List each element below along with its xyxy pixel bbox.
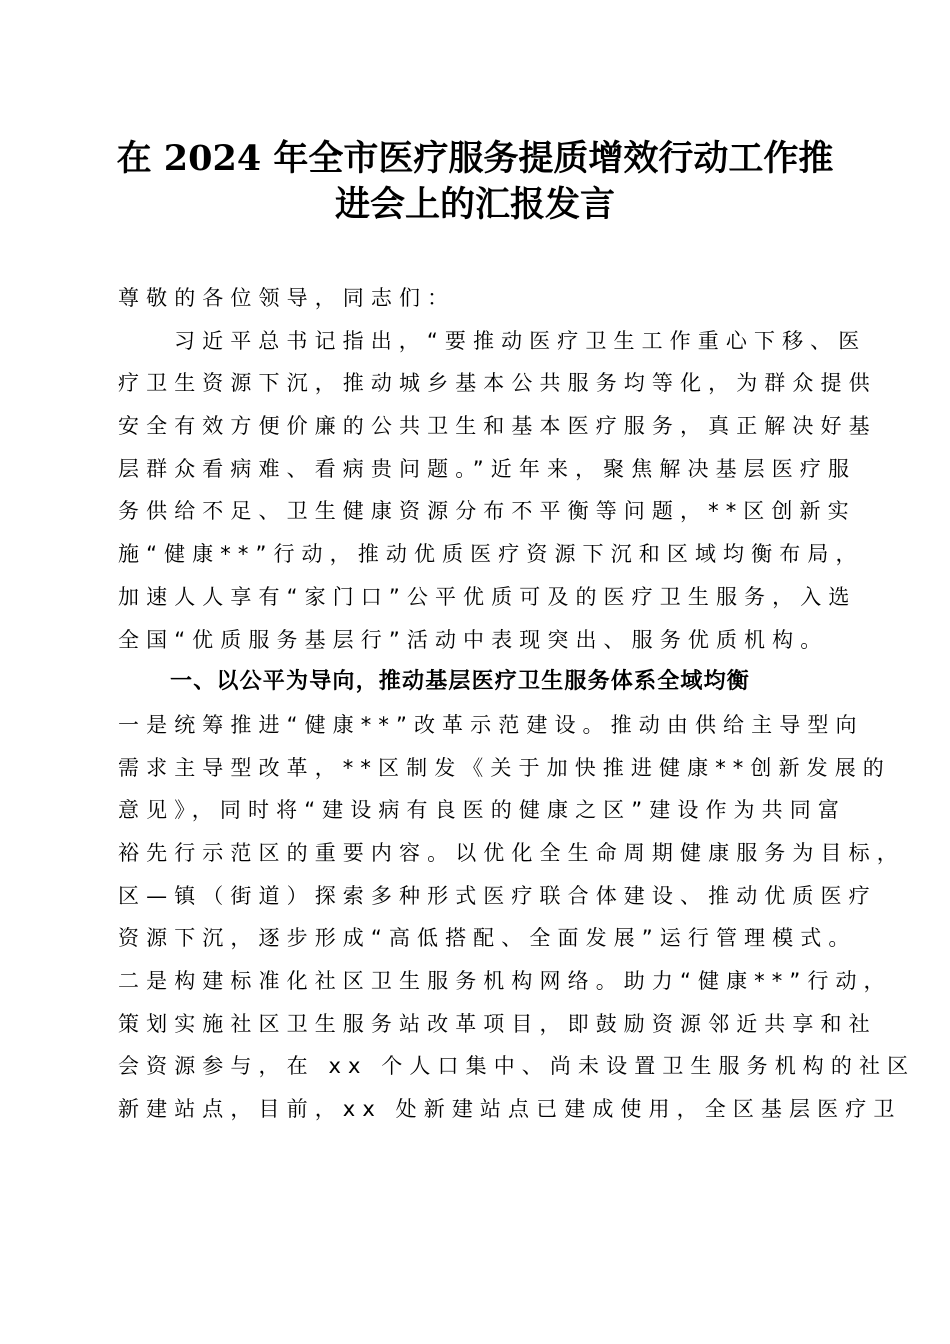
body-line: 加速人人享有“家门口”公平优质可及的医疗卫生服务，入选 <box>118 584 857 609</box>
body-line: 资源下沉，逐步形成“高低搭配、全面发展”运行管理模式。 <box>118 926 857 951</box>
body-line: 施“健康**”行动，推动优质医疗资源下沉和区域均衡布局， <box>118 542 864 567</box>
body-line: 区—镇（街道）探索多种形式医疗联合体建设、推动优质医疗 <box>118 883 877 908</box>
paragraph-intro <box>118 320 877 662</box>
body-line: 新建站点，目前，xx 处新建站点已建成使用，全区基层医疗卫 <box>118 1097 902 1122</box>
body-line: 策划实施社区卫生服务站改革项目，即鼓励资源邻近共享和社 <box>118 1011 877 1036</box>
body-line: 习近平总书记指出，“要推动医疗卫生工作重心下移、医 <box>174 328 867 353</box>
document-body <box>118 277 916 1131</box>
section-heading: 一、以公平为导向，推动基层医疗卫生服务体系全域均衡 <box>170 669 751 695</box>
salutation: 尊敬的各位领导，同志们： <box>118 286 456 310</box>
body-line: 务供给不足、卫生健康资源分布不平衡等问题，**区创新实 <box>118 499 856 524</box>
body-line: 二是构建标准化社区卫生服务机构网络。助力“健康**”行动， <box>118 969 892 993</box>
section-heading-1 <box>118 661 838 704</box>
body-line: 裕先行示范区的重要内容。以优化全生命周期健康服务为目标， <box>118 840 905 865</box>
body-line: 全国“优质服务基层行”活动中表现突出、服务优质机构。 <box>118 627 829 652</box>
body-line: 意见》，同时将“建设病有良医的健康之区”建设作为共同富 <box>118 798 846 823</box>
body-line: 层群众看病难、看病贵问题。”近年来，聚焦解决基层医疗服 <box>118 456 857 481</box>
body-line: 疗卫生资源下沉，推动城乡基本公共服务均等化，为群众提供 <box>118 371 877 396</box>
body-line: 一是统筹推进“健康**”改革示范建设。推动由供给主导型向 <box>118 712 864 737</box>
body-line: 需求主导型改革，**区制发《关于加快推进健康**创新发展的 <box>118 755 891 780</box>
title-line-1: 在 2024 年全市医疗服务提质增效行动工作推 <box>116 138 834 179</box>
document-title <box>0 136 950 228</box>
title-line-2: 进会上的汇报发言 <box>334 184 615 225</box>
body-line: 会资源参与，在 xx 个人口集中、尚未设置卫生服务机构的社区 <box>118 1054 916 1079</box>
paragraph-section-1 <box>118 704 916 1131</box>
body-line: 安全有效方便价廉的公共卫生和基本医疗服务，真正解决好基 <box>118 414 877 439</box>
